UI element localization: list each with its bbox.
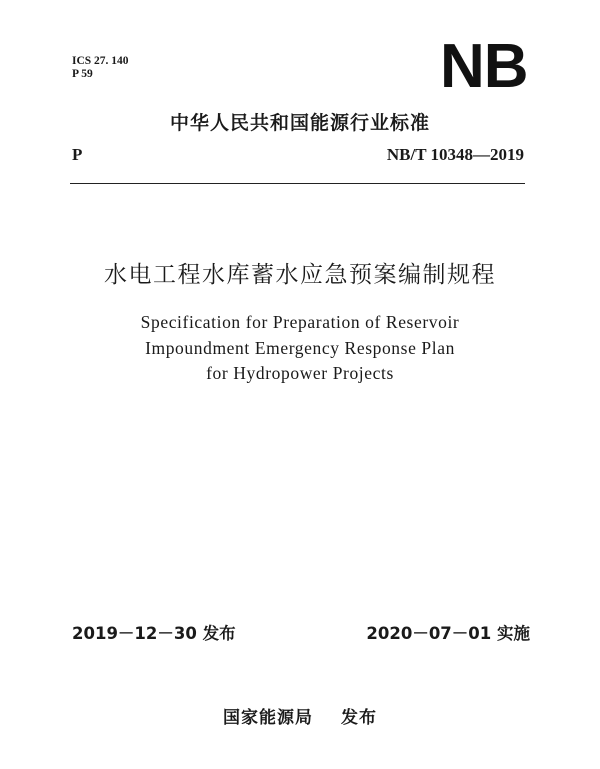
ics-code: ICS 27. 140 — [72, 55, 129, 67]
publisher-line — [0, 703, 600, 728]
nb-logo: NB — [440, 32, 528, 101]
ics-code-block — [72, 55, 129, 81]
organization-line: 中华人民共和国能源行业标准 — [169, 112, 430, 134]
implementation-date: 2020－07－01 实施 — [366, 624, 530, 643]
header-divider — [70, 183, 525, 184]
english-title-line-3: for Hydropower Projects — [206, 363, 394, 383]
english-title-line-2: Impoundment Emergency Response Plan — [145, 338, 455, 358]
english-title-line-1: Specification for Preparation of Reservoir — [140, 312, 460, 332]
issue-date: 2019－12－30 发布 — [72, 624, 236, 643]
standard-number: NB/T 10348—2019 — [386, 145, 524, 164]
ccs-code: P 59 — [72, 68, 93, 80]
publisher-action: 发布 — [341, 708, 377, 728]
classification-code: P — [72, 145, 83, 164]
chinese-title: 水电工程水库蓄水应急预案编制规程 — [104, 262, 496, 288]
publisher-name: 国家能源局 — [223, 708, 313, 728]
